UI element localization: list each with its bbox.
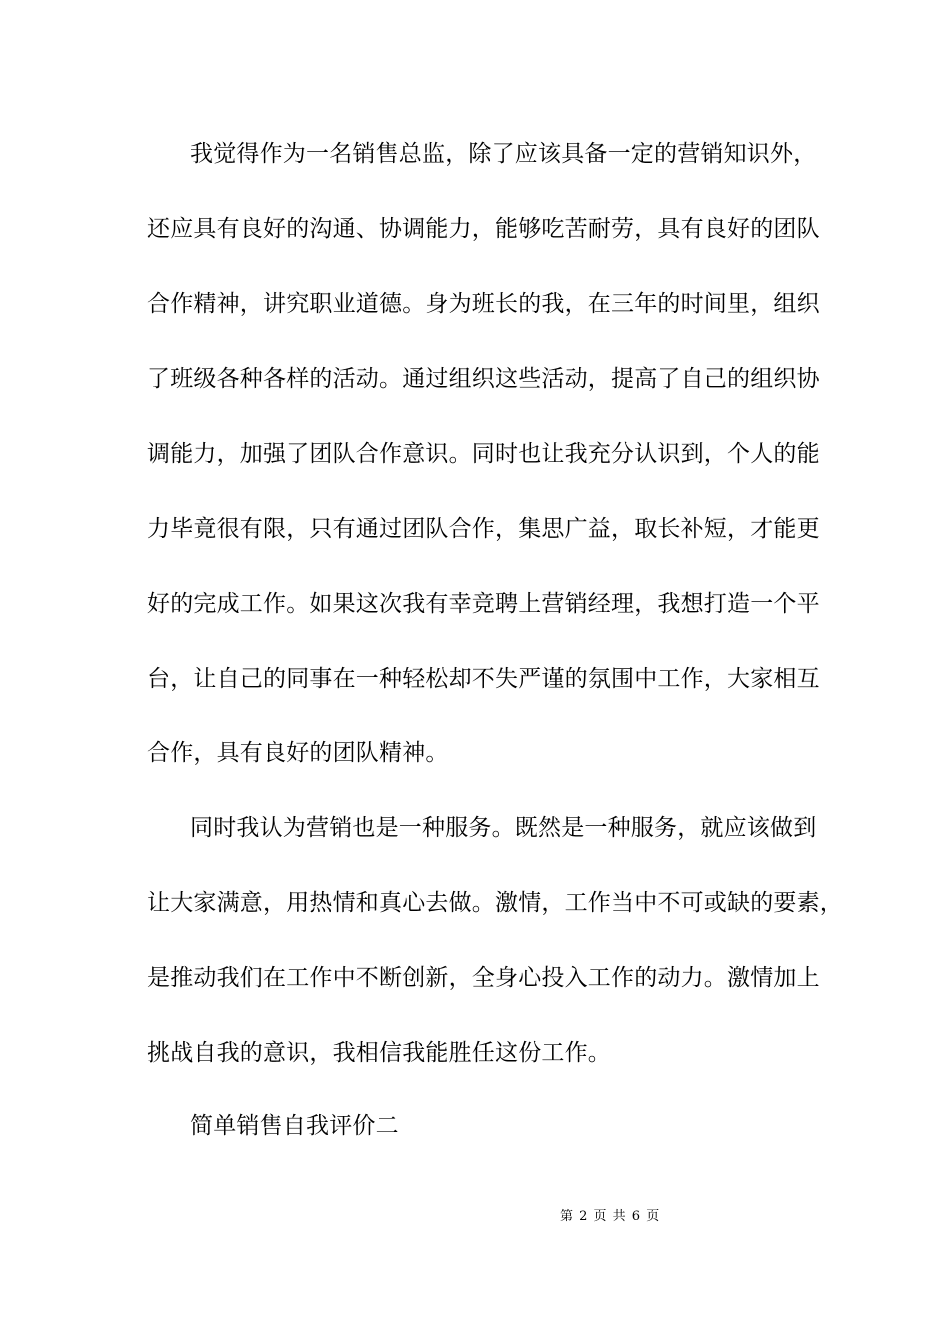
paragraph-line: 同时我认为营销也是一种服务。既然是一种服务，就应该做到 <box>190 815 817 841</box>
paragraph-line: 还应具有良好的沟通、协调能力，能够吃苦耐劳，具有良好的团队 <box>147 216 820 242</box>
page-number: 第 2 页 共 6 页 <box>560 1209 661 1224</box>
paragraph-line: 是推动我们在工作中不断创新，全身心投入工作的动力。激情加上 <box>147 965 820 991</box>
paragraph-line: 好的完成工作。如果这次我有幸竞聘上营销经理，我想打造一个平 <box>147 591 820 617</box>
paragraph-line: 台，让自己的同事在一种轻松却不失严谨的氛围中工作，大家相互 <box>147 666 820 692</box>
paragraph-line: 了班级各种各样的活动。通过组织这些活动，提高了自己的组织协 <box>147 366 820 392</box>
paragraph-line: 合作精神，讲究职业道德。身为班长的我，在三年的时间里，组织 <box>147 291 820 317</box>
paragraph-line: 合作，具有良好的团队精神。 <box>147 740 449 766</box>
paragraph-line: 调能力，加强了团队合作意识。同时也让我充分认识到，个人的能 <box>147 441 820 467</box>
paragraph-line: 挑战自我的意识，我相信我能胜任这份工作。 <box>147 1040 611 1066</box>
paragraph-line: 让大家满意，用热情和真心去做。激情，工作当中不可或缺的要素， <box>147 890 843 916</box>
paragraph-line: 力毕竟很有限，只有通过团队合作，集思广益，取长补短，才能更 <box>147 516 820 542</box>
paragraph-line: 我觉得作为一名销售总监，除了应该具备一定的营销知识外， <box>190 141 817 167</box>
section-heading: 简单销售自我评价二 <box>190 1113 399 1139</box>
